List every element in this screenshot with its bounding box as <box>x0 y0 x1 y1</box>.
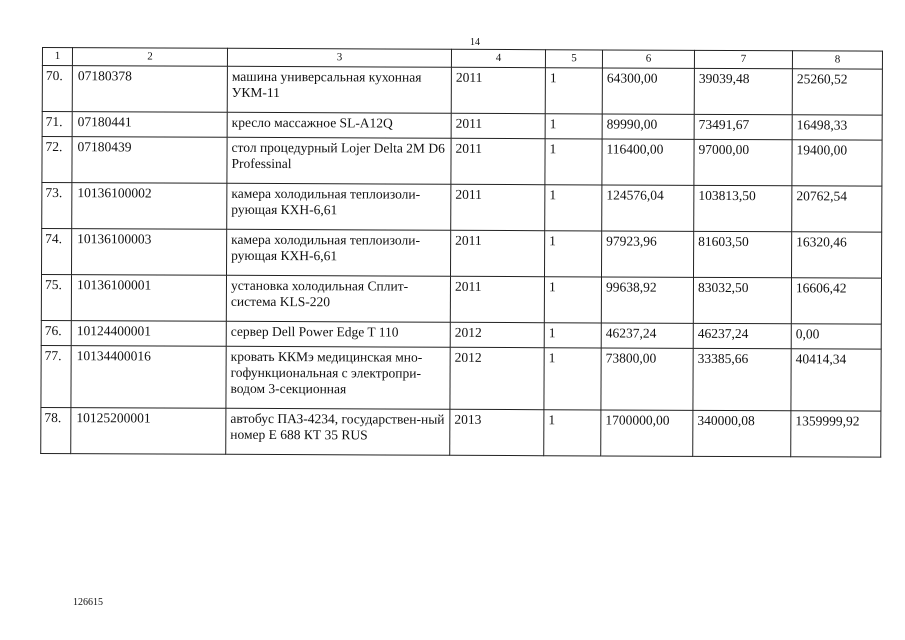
item-year: 2011 <box>451 113 545 138</box>
page-number: 14 <box>470 37 480 48</box>
table-row <box>42 137 882 187</box>
item-depreciation: 81603,50 <box>694 231 792 277</box>
item-depreciation: 340000,08 <box>693 410 791 456</box>
item-quantity: 1 <box>544 323 601 348</box>
item-year: 2012 <box>450 347 544 409</box>
item-depreciation: 97000,00 <box>694 139 792 185</box>
table-row <box>41 345 881 411</box>
header-col-8: 8 <box>792 51 882 69</box>
inventory-code: 10136100002 <box>72 183 227 230</box>
header-col-3: 3 <box>227 48 451 67</box>
table-row <box>42 112 882 141</box>
footer-code: 126615 <box>73 597 103 608</box>
item-depreciation: 39039,48 <box>694 68 792 114</box>
item-year: 2012 <box>450 322 544 347</box>
item-residual: 19400,00 <box>792 140 882 186</box>
table-row <box>41 407 881 457</box>
inventory-code: 07180378 <box>72 66 227 113</box>
item-cost: 1700000,00 <box>601 410 693 456</box>
item-cost: 99638,92 <box>601 277 693 323</box>
inventory-code: 07180441 <box>72 112 227 138</box>
item-quantity: 1 <box>545 68 602 114</box>
inventory-code: 10136100003 <box>72 229 227 276</box>
item-cost: 89990,00 <box>602 114 694 139</box>
item-name: кресло массажное SL-A12Q <box>227 112 451 138</box>
item-residual: 16498,33 <box>792 115 882 140</box>
item-depreciation: 73491,67 <box>694 114 792 139</box>
header-col-4: 4 <box>451 49 545 67</box>
row-number: 78. <box>41 407 71 453</box>
item-name: автобус ПАЗ-4234, государствен-ный номер Е 688 КТ 35 RUS <box>226 408 450 455</box>
row-number: 70. <box>42 66 72 112</box>
inventory-code: 10124400001 <box>71 321 226 347</box>
item-quantity: 1 <box>545 185 602 231</box>
item-name: камера холодильная теплоизоли-рующая КХН-6,61 <box>227 229 451 276</box>
header-col-6: 6 <box>602 50 694 68</box>
inventory-table <box>40 47 883 458</box>
row-number: 75. <box>41 275 71 321</box>
item-residual: 16320,46 <box>792 232 882 278</box>
item-quantity: 1 <box>544 348 601 410</box>
item-name: кровать ККМэ медицинская мно-гофункциональная с электропри-водом 3-секционная <box>226 346 450 409</box>
inventory-code: 10136100001 <box>71 275 226 322</box>
row-number: 77. <box>41 345 71 407</box>
item-cost: 97923,96 <box>602 231 694 277</box>
item-depreciation: 46237,24 <box>693 323 791 348</box>
table-row <box>41 320 881 349</box>
item-residual: 0,00 <box>791 324 881 349</box>
item-cost: 116400,00 <box>602 139 694 185</box>
row-number: 73. <box>42 183 72 229</box>
row-number: 71. <box>42 112 72 137</box>
table-row <box>42 183 882 233</box>
item-residual: 1359999,92 <box>791 411 881 457</box>
item-name: стол процедурный Lojer Delta 2M D6 Professinal <box>227 137 451 184</box>
row-number: 76. <box>41 320 71 345</box>
item-year: 2011 <box>451 67 545 113</box>
inventory-code: 10125200001 <box>71 408 226 455</box>
item-name: камера холодильная теплоизоли-рующая КХН-6,61 <box>227 183 451 230</box>
item-name: установка холодильная Сплит-система KLS-220 <box>226 275 450 322</box>
item-year: 2011 <box>451 184 545 230</box>
item-name: машина универсальная кухонная УКМ-11 <box>227 66 451 113</box>
header-col-1: 1 <box>42 48 72 66</box>
table-row <box>42 229 882 279</box>
item-cost: 73800,00 <box>601 348 693 410</box>
table-row <box>42 66 882 116</box>
item-cost: 64300,00 <box>602 68 694 114</box>
header-col-2: 2 <box>72 48 227 67</box>
item-year: 2011 <box>450 276 544 322</box>
inventory-code: 07180439 <box>72 137 227 184</box>
table-row <box>41 275 881 325</box>
item-cost: 46237,24 <box>601 323 693 348</box>
item-year: 2011 <box>451 230 545 276</box>
item-quantity: 1 <box>544 410 601 456</box>
row-number: 74. <box>42 229 72 275</box>
item-residual: 16606,42 <box>791 278 881 324</box>
item-year: 2013 <box>450 409 544 455</box>
item-quantity: 1 <box>545 231 602 277</box>
inventory-code: 10134400016 <box>71 346 226 409</box>
item-quantity: 1 <box>544 277 601 323</box>
item-residual: 25260,52 <box>792 69 882 115</box>
header-col-5: 5 <box>545 50 602 68</box>
row-number: 72. <box>42 137 72 183</box>
item-quantity: 1 <box>545 139 602 185</box>
item-year: 2011 <box>451 138 545 184</box>
item-name: сервер Dell Power Edge T 110 <box>226 321 450 347</box>
item-residual: 40414,34 <box>791 349 881 411</box>
item-cost: 124576,04 <box>602 185 694 231</box>
item-depreciation: 33385,66 <box>693 348 791 410</box>
header-col-7: 7 <box>694 50 792 68</box>
item-depreciation: 103813,50 <box>694 185 792 231</box>
item-residual: 20762,54 <box>792 186 882 232</box>
item-depreciation: 83032,50 <box>693 277 791 323</box>
item-quantity: 1 <box>545 114 602 139</box>
